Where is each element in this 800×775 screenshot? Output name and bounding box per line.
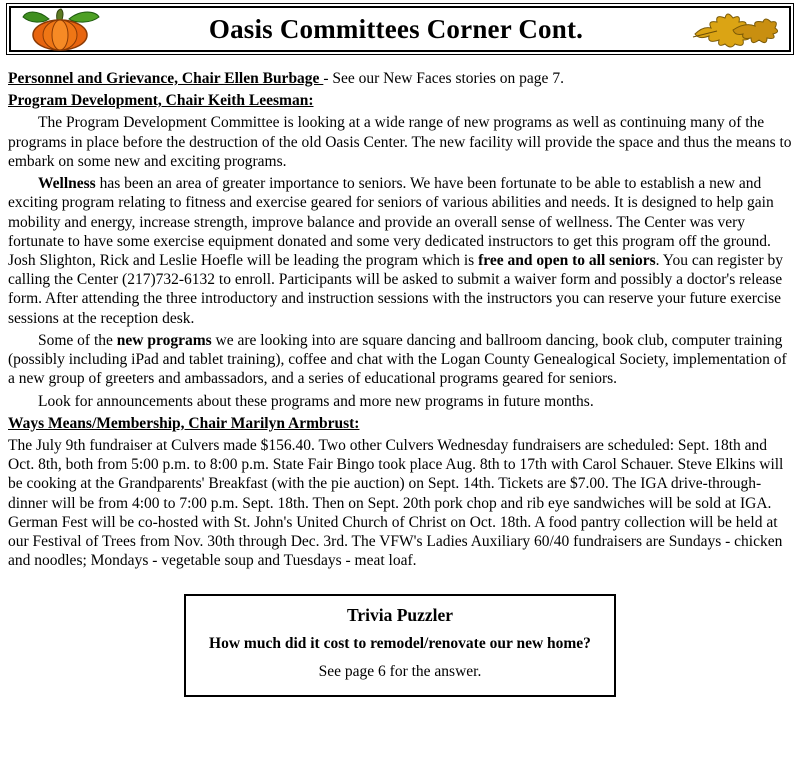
trivia-title: Trivia Puzzler [346, 605, 454, 626]
ways-means-heading-text: Ways Means/Membership, Chair Marilyn Armbrust: [8, 414, 360, 432]
masthead [9, 6, 791, 52]
wellness-paragraph [8, 174, 792, 328]
personnel-grievance-line [8, 69, 792, 88]
program-development-paragraph-1: The Program Development Committee is looking at a wide range of new programs as well as continuing many of the programs in place before the destruction of the old Oasis Center. The new facility will provide the space and thus the means to embark on some new and exciting programs. [8, 114, 792, 170]
new-programs-text-1: Some of the [38, 331, 117, 349]
new-programs-text-2: we are looking into are square dancing and ballroom dancing, book club, computer training (possibly including iPad and tablet training), coffee and chat with the Logan County Genealogical Society, implementation of a new group of greeters and ambassadors, and a series of educational programs geared for seniors. [8, 331, 787, 388]
new-programs-paragraph [8, 331, 792, 389]
new-programs-bold: new programs [116, 331, 212, 349]
ways-means-heading [8, 414, 792, 433]
masthead-border [6, 3, 794, 55]
announcements-paragraph: Look for announcements about these programs and more new programs in future months. [38, 392, 594, 410]
trivia-answer-note: See page 6 for the answer. [318, 663, 482, 681]
personnel-grievance-text: - See our New Faces stories on page 7. [323, 70, 564, 87]
autumn-leaves-icon [689, 9, 781, 49]
pumpkin-icon [19, 7, 103, 51]
wellness-text-1: has been an area of greater importance to seniors. We have been fortunate to be able to establish a new and exciting program relating to fitness and exercise geared for seniors of various abilities and needs. It is designed to help gain mobility and energy, increase strength, improve balance and provide an overall sense of wellness. The Center was very fortunate to have some exercise equipment donated and some very dedicated instructors to get this program off the ground. Josh Slighton, Rick and Leslie Hoefle will be leading the program which is [8, 175, 774, 269]
trivia-puzzler-box [184, 594, 616, 696]
wellness-bold: Wellness [38, 175, 96, 193]
page-title: Oasis Committees Corner Cont. [208, 13, 584, 44]
trivia-question: How much did it cost to remodel/renovate our new home? [209, 635, 591, 653]
newsletter-body [6, 55, 794, 697]
program-development-heading [8, 91, 792, 110]
free-open-bold: free and open to all seniors [478, 251, 656, 269]
program-development-heading-text: Program Development, Chair Keith Leesman: [8, 92, 314, 110]
personnel-grievance-heading: Personnel and Grievance, Chair Ellen Burbage [8, 70, 324, 87]
wellness-text-2: . You can register by calling the Center (217)732-6132 to enroll. Participants will be asked to submit a waiver form and possibly a doctor's release form. After attending the three introductory and instruction sessions with the instructors you can reserve your future exercise sessions at the reception desk. [8, 251, 784, 327]
ways-means-paragraph: The July 9th fundraiser at Culvers made $156.40. Two other Culvers Wednesday fundraisers are scheduled: Sept. 18th and Oct. 8th, both from 5:00 p.m. to 8:00 p.m. State Fair Bingo took place Aug. 8th to 17th with Carol Schauer. Steve Elkins will be cooking at the Grandparents' Breakfast (with the pie auction) on Sept. 14th. Tickets are $7.00. The IGA drive-through-dinner will be from 4:00 to 7:00 p.m. Sept. 18th. Then on Sept. 20th pork chop and rib eye sandwiches will be sold at IGA. German Fest will be co-hosted with St. John's United Church of Christ on Oct. 18th. A food pantry collection will be held at our Festival of Trees from Nov. 30th through Dec. 3rd. The VFW's Ladies Auxiliary 60/40 fundraisers are Sundays - chicken and noodles; Mondays - vegetable soup and Tuesdays - meat loaf. [8, 436, 784, 570]
